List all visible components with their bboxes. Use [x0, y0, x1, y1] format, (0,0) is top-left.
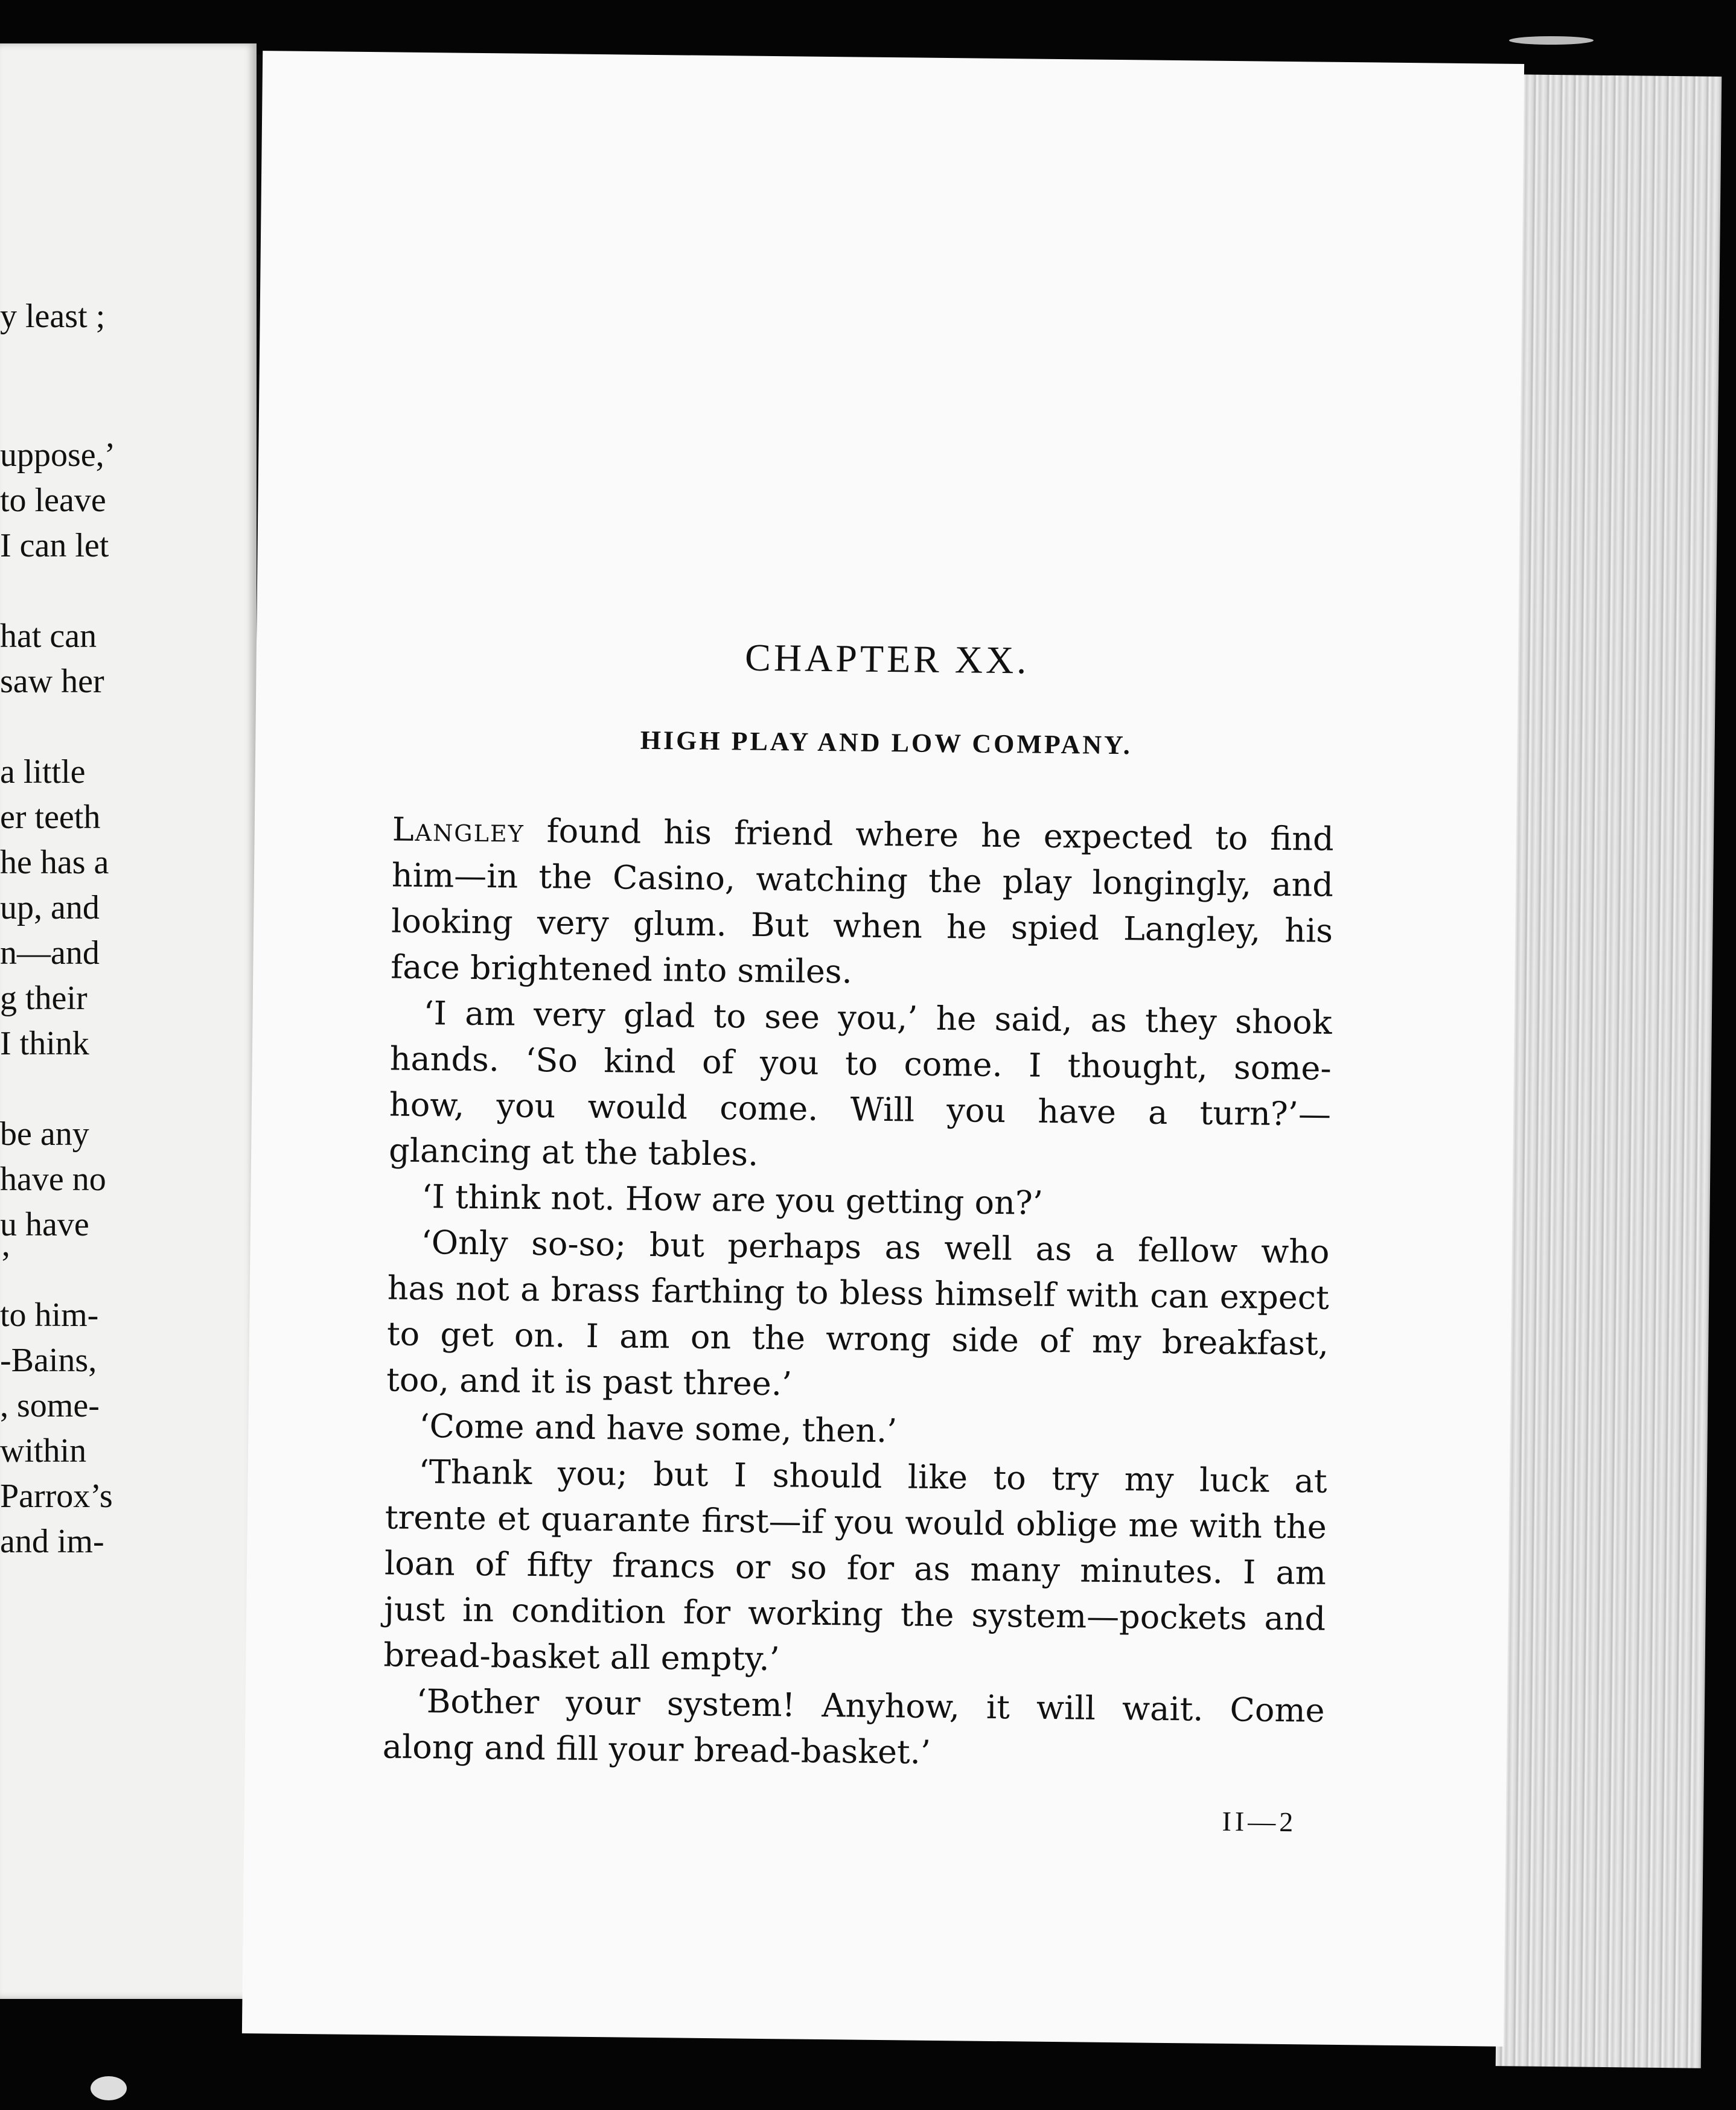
left-page-line: he has a: [0, 844, 109, 881]
page-edges: [1496, 74, 1722, 2068]
left-page-line: have no: [0, 1161, 106, 1198]
body-line: just in condition for working the system—pockets and: [383, 1590, 1326, 1638]
scan-speck: [91, 2076, 127, 2100]
left-page-line: g their: [0, 980, 88, 1017]
left-page-line: and im-: [0, 1523, 104, 1560]
body-line: ‘Only so-so; but perhaps as well as a fellow who: [421, 1223, 1330, 1271]
body-line: along and fill your bread-basket.’: [382, 1727, 931, 1771]
body-line: loan of fifty francs or so for as many minutes. I am: [384, 1544, 1327, 1592]
body-line: Langley found his friend where he expected to find: [392, 810, 1335, 858]
body-line: ‘I think not. How are you getting on?’: [421, 1178, 1044, 1222]
body-line: to get on. I am on the wrong side of my breakfast,: [386, 1315, 1329, 1363]
chapter-body: [382, 806, 1334, 1779]
body-line: has not a brass farthing to bless himself with can expect: [387, 1269, 1330, 1317]
right-page: [242, 51, 1524, 2047]
left-page-line: a little: [0, 753, 86, 791]
body-line: too, and it is past three.’: [386, 1360, 793, 1403]
lead-word: Langley: [392, 810, 525, 850]
body-line: looking very glum. But when he spied Langley, his: [391, 902, 1333, 950]
body-line: ‘Bother your system! Anyhow, it will wait. Come: [416, 1681, 1325, 1730]
chapter-subtitle: HIGH PLAY AND LOW COMPANY.: [640, 725, 1133, 760]
left-page-line: within: [0, 1432, 87, 1470]
left-page-line: I think: [0, 1025, 89, 1062]
left-page-line: hat can: [0, 617, 97, 655]
left-page-line: , some-: [0, 1387, 100, 1424]
left-page: [0, 43, 257, 1999]
left-page-line: Parrox’s: [0, 1477, 113, 1515]
body-line: ‘Come and have some, then.’: [419, 1406, 898, 1450]
left-page-line: to him-: [0, 1296, 99, 1334]
body-line: face brightened into smiles.: [391, 948, 853, 991]
body-line: him—in the Casino, watching the play longingly, and: [391, 856, 1334, 904]
left-page-line: be any: [0, 1115, 89, 1153]
left-page-line: ’: [0, 1245, 11, 1283]
left-page-line: y least ;: [0, 298, 106, 335]
chapter-title: CHAPTER XX.: [744, 636, 1030, 682]
body-line: hands. ‘So kind of you to come. I thought, some-: [389, 1039, 1332, 1088]
left-page-line: up, and: [0, 889, 100, 926]
body-line: trente et quarante first—if you would oblige me with the: [385, 1498, 1327, 1546]
left-page-line: saw her: [0, 663, 104, 700]
left-page-line: I can let: [0, 527, 109, 564]
signature-mark: II—2: [1222, 1805, 1297, 1838]
body-line: how, you would come. Will you have a turn?’—: [389, 1085, 1332, 1133]
left-page-line: u have: [0, 1206, 89, 1243]
body-line: ‘Thank you; but I should like to try my luck at: [418, 1452, 1327, 1500]
body-line: bread-basket all empty.’: [383, 1636, 780, 1678]
body-line: glancing at the tables.: [388, 1131, 759, 1173]
body-line: ‘I am very glad to see you,’ he said, as they shook: [423, 994, 1332, 1042]
scan-speck: [1509, 36, 1594, 45]
left-page-line: uppose,’: [0, 436, 116, 474]
left-page-line: er teeth: [0, 798, 101, 836]
left-page-line: -Bains,: [0, 1342, 97, 1379]
left-page-line: n—and: [0, 934, 100, 972]
left-page-line: to leave: [0, 482, 106, 519]
